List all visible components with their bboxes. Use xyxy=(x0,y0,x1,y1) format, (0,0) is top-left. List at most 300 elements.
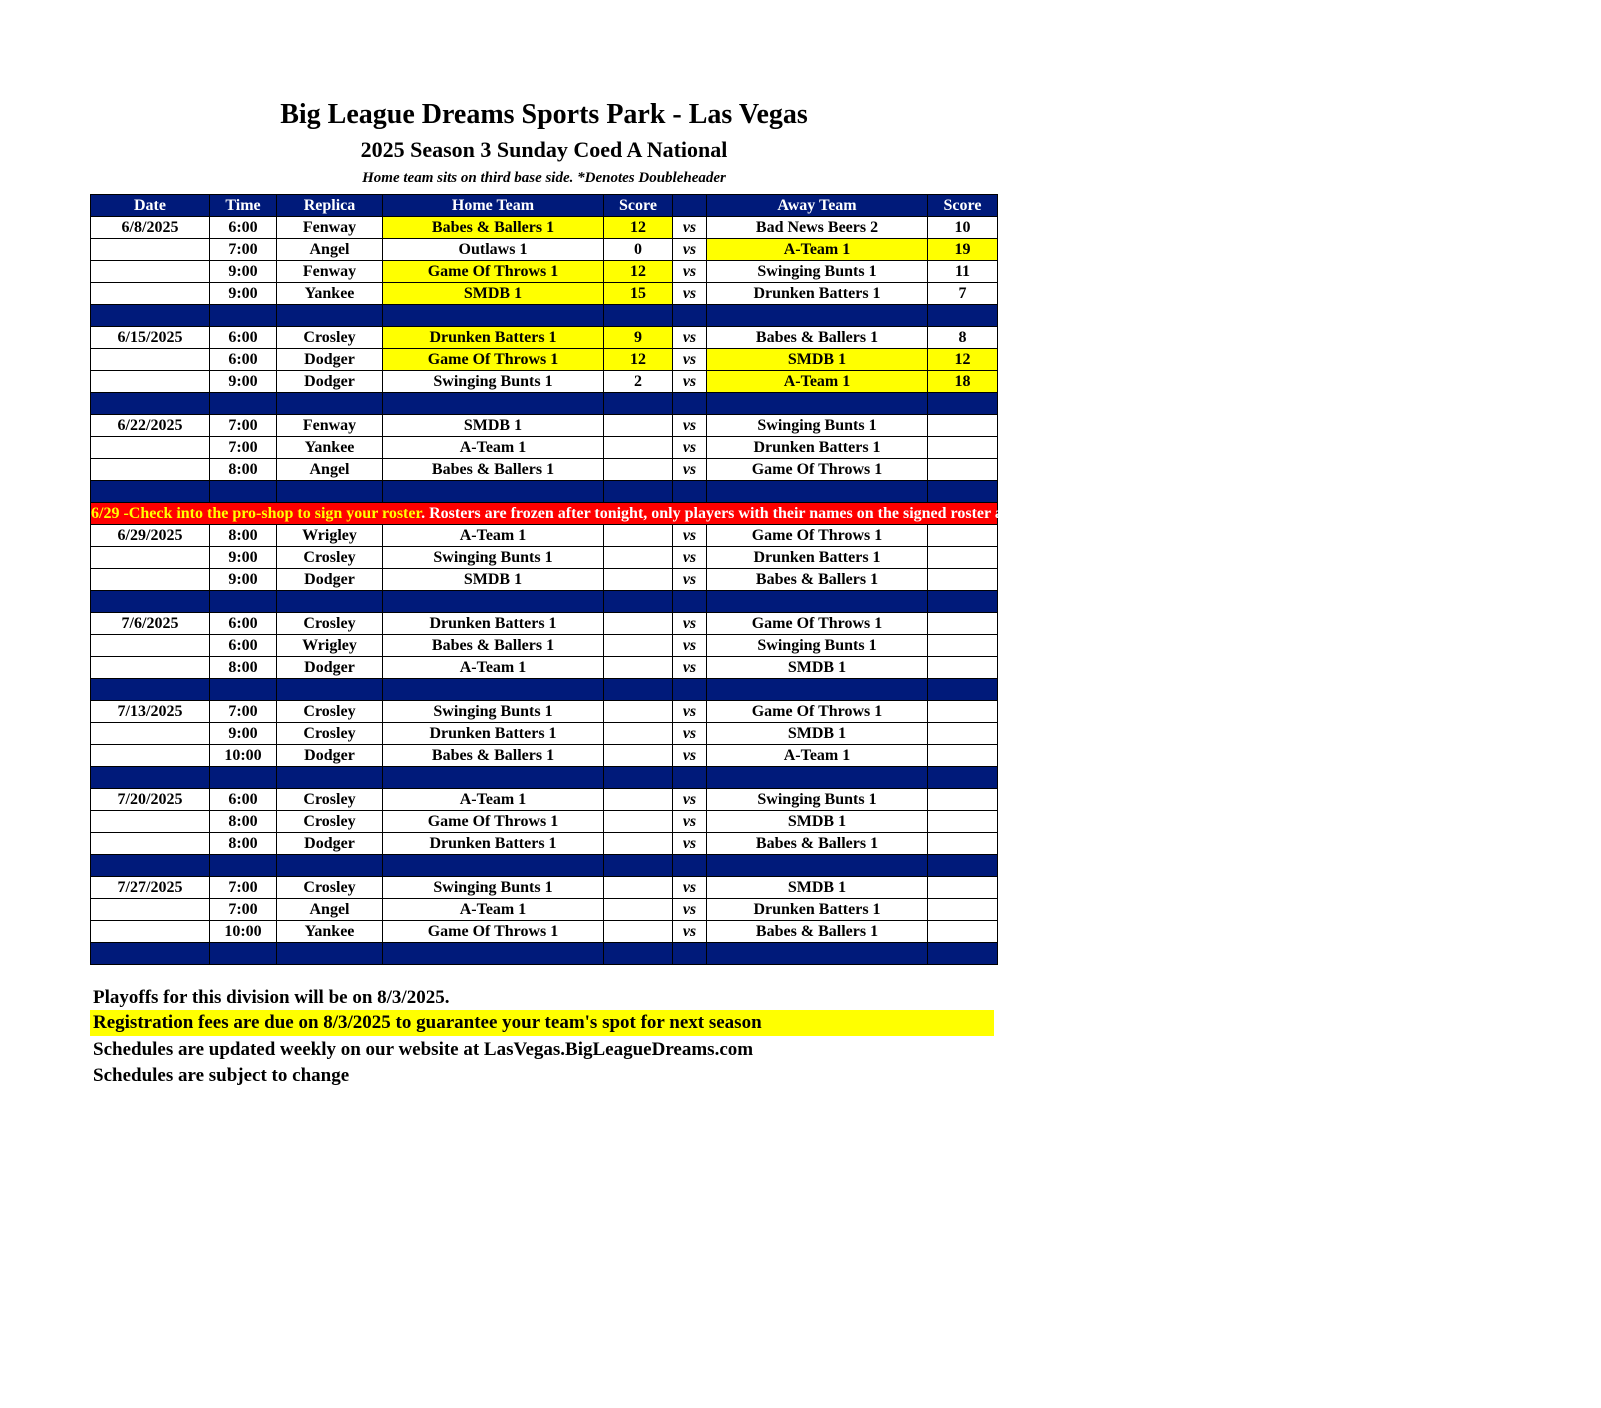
game-date xyxy=(91,723,210,745)
separator-cell xyxy=(91,393,210,415)
away-score xyxy=(928,745,998,767)
vs-label: vs xyxy=(673,459,707,481)
col-header-replica: Replica xyxy=(277,195,383,217)
week-separator xyxy=(91,855,998,877)
away-team: Drunken Batters 1 xyxy=(707,437,928,459)
home-score xyxy=(604,635,673,657)
game-time: 9:00 xyxy=(210,371,277,393)
away-team: Babes & Ballers 1 xyxy=(707,921,928,943)
game-field: Dodger xyxy=(277,745,383,767)
away-score xyxy=(928,437,998,459)
game-date xyxy=(91,547,210,569)
separator-cell xyxy=(928,305,998,327)
away-team: A-Team 1 xyxy=(707,239,928,261)
home-team: A-Team 1 xyxy=(383,525,604,547)
game-field: Yankee xyxy=(277,921,383,943)
separator-cell xyxy=(604,767,673,789)
separator-cell xyxy=(604,679,673,701)
away-score xyxy=(928,877,998,899)
home-score xyxy=(604,877,673,899)
away-team: Swinging Bunts 1 xyxy=(707,789,928,811)
separator-cell xyxy=(673,679,707,701)
away-team: Bad News Beers 2 xyxy=(707,217,928,239)
away-score xyxy=(928,569,998,591)
game-field: Crosley xyxy=(277,547,383,569)
separator-cell xyxy=(673,855,707,877)
game-field: Crosley xyxy=(277,789,383,811)
game-field: Dodger xyxy=(277,569,383,591)
away-score xyxy=(928,657,998,679)
home-team: Drunken Batters 1 xyxy=(383,327,604,349)
home-score: 2 xyxy=(604,371,673,393)
home-score xyxy=(604,899,673,921)
separator-cell xyxy=(277,679,383,701)
separator-cell xyxy=(277,591,383,613)
col-header-home-team: Home Team xyxy=(383,195,604,217)
separator-cell xyxy=(673,767,707,789)
game-field: Angel xyxy=(277,899,383,921)
away-team: SMDB 1 xyxy=(707,811,928,833)
game-field: Crosley xyxy=(277,613,383,635)
table-row xyxy=(91,415,998,437)
home-team: Game Of Throws 1 xyxy=(383,921,604,943)
separator-cell xyxy=(210,767,277,789)
schedule-note: Home team sits on third base side. *Denotes Doubleheader xyxy=(362,170,726,186)
game-time: 7:00 xyxy=(210,701,277,723)
vs-label: vs xyxy=(673,349,707,371)
week-separator xyxy=(91,305,998,327)
away-score: 8 xyxy=(928,327,998,349)
col-header-home-score: Score xyxy=(604,195,673,217)
vs-label: vs xyxy=(673,283,707,305)
game-date xyxy=(91,283,210,305)
away-team: Game Of Throws 1 xyxy=(707,701,928,723)
away-score: 19 xyxy=(928,239,998,261)
table-row xyxy=(91,899,998,921)
separator-cell xyxy=(707,393,928,415)
separator-cell xyxy=(383,767,604,789)
separator-cell xyxy=(210,591,277,613)
website-note: Schedules are updated weekly on our website at LasVegas.BigLeagueDreams.com xyxy=(93,1039,754,1060)
home-score: 15 xyxy=(604,283,673,305)
home-team: Drunken Batters 1 xyxy=(383,723,604,745)
home-score xyxy=(604,657,673,679)
table-row xyxy=(91,459,998,481)
separator-cell xyxy=(707,305,928,327)
vs-label: vs xyxy=(673,811,707,833)
away-team: A-Team 1 xyxy=(707,745,928,767)
game-date: 7/13/2025 xyxy=(91,701,210,723)
game-time: 7:00 xyxy=(210,877,277,899)
separator-cell xyxy=(91,481,210,503)
home-score: 9 xyxy=(604,327,673,349)
table-row xyxy=(91,217,998,239)
away-team: SMDB 1 xyxy=(707,657,928,679)
col-header-away-team: Away Team xyxy=(707,195,928,217)
game-date: 7/27/2025 xyxy=(91,877,210,899)
home-score: 12 xyxy=(604,217,673,239)
page-title: Big League Dreams Sports Park - Las Vegas xyxy=(280,99,808,130)
game-date xyxy=(91,349,210,371)
away-team: SMDB 1 xyxy=(707,877,928,899)
away-score xyxy=(928,921,998,943)
home-team: Game Of Throws 1 xyxy=(383,811,604,833)
separator-cell xyxy=(604,943,673,965)
home-team: Swinging Bunts 1 xyxy=(383,877,604,899)
separator-cell xyxy=(604,305,673,327)
separator-cell xyxy=(277,767,383,789)
vs-label: vs xyxy=(673,701,707,723)
registration-note: Registration fees are due on 8/3/2025 to guarantee your team's spot for next season xyxy=(90,1010,994,1036)
vs-label: vs xyxy=(673,569,707,591)
game-time: 9:00 xyxy=(210,547,277,569)
separator-cell xyxy=(928,481,998,503)
separator-cell xyxy=(210,481,277,503)
separator-cell xyxy=(210,679,277,701)
separator-cell xyxy=(604,393,673,415)
separator-cell xyxy=(210,393,277,415)
away-score xyxy=(928,811,998,833)
away-score xyxy=(928,635,998,657)
separator-cell xyxy=(277,305,383,327)
home-team: Babes & Ballers 1 xyxy=(383,217,604,239)
game-date xyxy=(91,239,210,261)
home-team: A-Team 1 xyxy=(383,789,604,811)
separator-cell xyxy=(383,393,604,415)
away-team: Game Of Throws 1 xyxy=(707,459,928,481)
table-row xyxy=(91,701,998,723)
home-team: Swinging Bunts 1 xyxy=(383,371,604,393)
away-score xyxy=(928,789,998,811)
game-time: 9:00 xyxy=(210,723,277,745)
away-team: SMDB 1 xyxy=(707,723,928,745)
week-separator xyxy=(91,679,998,701)
vs-label: vs xyxy=(673,525,707,547)
separator-cell xyxy=(91,855,210,877)
vs-label: vs xyxy=(673,789,707,811)
table-row xyxy=(91,789,998,811)
vs-label: vs xyxy=(673,239,707,261)
home-team: Swinging Bunts 1 xyxy=(383,701,604,723)
game-date xyxy=(91,657,210,679)
game-date xyxy=(91,811,210,833)
separator-cell xyxy=(383,679,604,701)
away-team: Drunken Batters 1 xyxy=(707,547,928,569)
vs-label: vs xyxy=(673,877,707,899)
game-time: 6:00 xyxy=(210,789,277,811)
separator-cell xyxy=(928,393,998,415)
separator-cell xyxy=(928,591,998,613)
separator-cell xyxy=(210,305,277,327)
game-time: 7:00 xyxy=(210,239,277,261)
game-date xyxy=(91,635,210,657)
away-score xyxy=(928,415,998,437)
home-score: 0 xyxy=(604,239,673,261)
vs-label: vs xyxy=(673,635,707,657)
game-date xyxy=(91,921,210,943)
game-field: Yankee xyxy=(277,283,383,305)
separator-cell xyxy=(91,767,210,789)
away-team: Drunken Batters 1 xyxy=(707,899,928,921)
table-row xyxy=(91,723,998,745)
vs-label: vs xyxy=(673,723,707,745)
home-team: SMDB 1 xyxy=(383,569,604,591)
away-score: 12 xyxy=(928,349,998,371)
vs-label: vs xyxy=(673,657,707,679)
vs-label: vs xyxy=(673,327,707,349)
game-field: Crosley xyxy=(277,327,383,349)
separator-cell xyxy=(277,855,383,877)
schedule-body xyxy=(91,217,1601,965)
vs-label: vs xyxy=(673,217,707,239)
home-score xyxy=(604,415,673,437)
table-row xyxy=(91,745,998,767)
notice-date: 6/29 - xyxy=(91,504,129,522)
separator-cell xyxy=(383,591,604,613)
separator-cell xyxy=(707,943,928,965)
game-time: 6:00 xyxy=(210,349,277,371)
game-date xyxy=(91,745,210,767)
table-row xyxy=(91,877,998,899)
home-score xyxy=(604,701,673,723)
game-time: 7:00 xyxy=(210,437,277,459)
game-time: 6:00 xyxy=(210,635,277,657)
week-separator xyxy=(91,943,998,965)
vs-label: vs xyxy=(673,415,707,437)
vs-label: vs xyxy=(673,371,707,393)
away-score xyxy=(928,833,998,855)
separator-cell xyxy=(928,679,998,701)
away-team: Game Of Throws 1 xyxy=(707,525,928,547)
week-separator xyxy=(91,591,998,613)
separator-cell xyxy=(277,943,383,965)
game-date xyxy=(91,833,210,855)
away-score xyxy=(928,723,998,745)
game-field: Fenway xyxy=(277,217,383,239)
game-field: Wrigley xyxy=(277,525,383,547)
away-team: Swinging Bunts 1 xyxy=(707,415,928,437)
game-field: Crosley xyxy=(277,723,383,745)
game-date xyxy=(91,437,210,459)
roster-notice-row xyxy=(91,503,998,525)
col-header-time: Time xyxy=(210,195,277,217)
separator-cell xyxy=(673,305,707,327)
game-field: Dodger xyxy=(277,349,383,371)
game-date xyxy=(91,899,210,921)
away-team: Swinging Bunts 1 xyxy=(707,635,928,657)
separator-cell xyxy=(91,305,210,327)
notice-highlight: Check into the pro-shop to sign your roster xyxy=(128,504,422,522)
table-row xyxy=(91,371,998,393)
game-date: 6/8/2025 xyxy=(91,217,210,239)
game-time: 9:00 xyxy=(210,569,277,591)
away-team: A-Team 1 xyxy=(707,371,928,393)
table-row xyxy=(91,327,998,349)
schedule-table xyxy=(90,194,1601,965)
separator-cell xyxy=(604,481,673,503)
game-field: Fenway xyxy=(277,415,383,437)
separator-cell xyxy=(673,943,707,965)
separator-cell xyxy=(277,481,383,503)
game-date: 7/20/2025 xyxy=(91,789,210,811)
game-date: 6/15/2025 xyxy=(91,327,210,349)
separator-cell xyxy=(91,943,210,965)
game-field: Crosley xyxy=(277,701,383,723)
home-team: Swinging Bunts 1 xyxy=(383,547,604,569)
home-team: Babes & Ballers 1 xyxy=(383,745,604,767)
separator-cell xyxy=(604,855,673,877)
game-time: 6:00 xyxy=(210,217,277,239)
vs-label: vs xyxy=(673,899,707,921)
separator-cell xyxy=(707,855,928,877)
separator-cell xyxy=(928,767,998,789)
game-field: Yankee xyxy=(277,437,383,459)
table-row xyxy=(91,921,998,943)
home-score xyxy=(604,723,673,745)
separator-cell xyxy=(707,481,928,503)
away-score: 7 xyxy=(928,283,998,305)
away-team: Babes & Ballers 1 xyxy=(707,833,928,855)
separator-cell xyxy=(928,943,998,965)
col-header-away-score: Score xyxy=(928,195,998,217)
separator-cell xyxy=(91,591,210,613)
vs-label: vs xyxy=(673,613,707,635)
home-team: Babes & Ballers 1 xyxy=(383,635,604,657)
home-score: 12 xyxy=(604,349,673,371)
separator-cell xyxy=(707,767,928,789)
game-date xyxy=(91,261,210,283)
page-subtitle: 2025 Season 3 Sunday Coed A National xyxy=(360,137,728,162)
away-team: Babes & Ballers 1 xyxy=(707,327,928,349)
game-time: 8:00 xyxy=(210,525,277,547)
game-date: 7/6/2025 xyxy=(91,613,210,635)
change-note: Schedules are subject to change xyxy=(93,1065,350,1086)
away-score xyxy=(928,701,998,723)
table-row xyxy=(91,569,998,591)
home-score xyxy=(604,833,673,855)
home-team: Drunken Batters 1 xyxy=(383,613,604,635)
separator-cell xyxy=(928,855,998,877)
home-score xyxy=(604,613,673,635)
home-team: Babes & Ballers 1 xyxy=(383,459,604,481)
game-field: Wrigley xyxy=(277,635,383,657)
home-team: SMDB 1 xyxy=(383,283,604,305)
away-team: Game Of Throws 1 xyxy=(707,613,928,635)
game-date: 6/29/2025 xyxy=(91,525,210,547)
separator-cell xyxy=(673,591,707,613)
table-row xyxy=(91,525,998,547)
game-field: Dodger xyxy=(277,371,383,393)
game-time: 10:00 xyxy=(210,921,277,943)
game-field: Crosley xyxy=(277,877,383,899)
away-score xyxy=(928,459,998,481)
separator-cell xyxy=(210,855,277,877)
away-team: Swinging Bunts 1 xyxy=(707,261,928,283)
home-team: A-Team 1 xyxy=(383,437,604,459)
away-score xyxy=(928,613,998,635)
home-team: A-Team 1 xyxy=(383,657,604,679)
separator-cell xyxy=(383,305,604,327)
game-time: 8:00 xyxy=(210,657,277,679)
game-field: Dodger xyxy=(277,833,383,855)
away-score: 10 xyxy=(928,217,998,239)
vs-label: vs xyxy=(673,921,707,943)
playoffs-note: Playoffs for this division will be on 8/3/2025. xyxy=(93,987,450,1008)
game-field: Angel xyxy=(277,239,383,261)
col-header-date: Date xyxy=(91,195,210,217)
week-separator xyxy=(91,481,998,503)
separator-cell xyxy=(383,481,604,503)
home-score xyxy=(604,569,673,591)
away-score: 18 xyxy=(928,371,998,393)
away-team: Babes & Ballers 1 xyxy=(707,569,928,591)
notice-text: . Rosters are frozen after tonight, only players with their names on the signed roster are eligible for playoffs. Please check carefully as changes will not be made for omissions. xyxy=(421,504,1601,522)
home-score xyxy=(604,789,673,811)
table-row xyxy=(91,437,998,459)
away-team: Drunken Batters 1 xyxy=(707,283,928,305)
separator-cell xyxy=(277,393,383,415)
separator-cell xyxy=(91,679,210,701)
home-score xyxy=(604,547,673,569)
game-date xyxy=(91,569,210,591)
table-header-row xyxy=(91,195,998,217)
vs-label: vs xyxy=(673,833,707,855)
away-score xyxy=(928,547,998,569)
vs-label: vs xyxy=(673,745,707,767)
away-team: SMDB 1 xyxy=(707,349,928,371)
vs-label: vs xyxy=(673,547,707,569)
game-time: 6:00 xyxy=(210,327,277,349)
table-row xyxy=(91,547,998,569)
home-team: SMDB 1 xyxy=(383,415,604,437)
separator-cell xyxy=(673,481,707,503)
table-row xyxy=(91,657,998,679)
away-score xyxy=(928,525,998,547)
table-row xyxy=(91,613,998,635)
separator-cell xyxy=(604,591,673,613)
game-field: Crosley xyxy=(277,811,383,833)
vs-label: vs xyxy=(673,437,707,459)
home-score xyxy=(604,525,673,547)
home-score xyxy=(604,745,673,767)
game-field: Angel xyxy=(277,459,383,481)
table-row xyxy=(91,833,998,855)
home-score: 12 xyxy=(604,261,673,283)
table-row xyxy=(91,811,998,833)
home-team: Game Of Throws 1 xyxy=(383,261,604,283)
separator-cell xyxy=(707,591,928,613)
game-time: 6:00 xyxy=(210,613,277,635)
game-date: 6/22/2025 xyxy=(91,415,210,437)
separator-cell xyxy=(707,679,928,701)
home-team: Game Of Throws 1 xyxy=(383,349,604,371)
game-date xyxy=(91,371,210,393)
home-team: Drunken Batters 1 xyxy=(383,833,604,855)
game-time: 10:00 xyxy=(210,745,277,767)
game-date xyxy=(91,459,210,481)
table-row xyxy=(91,239,998,261)
home-score xyxy=(604,459,673,481)
week-separator xyxy=(91,767,998,789)
away-score: 11 xyxy=(928,261,998,283)
game-time: 7:00 xyxy=(210,899,277,921)
roster-notice xyxy=(91,503,1601,525)
separator-cell xyxy=(673,393,707,415)
home-team: A-Team 1 xyxy=(383,899,604,921)
game-time: 9:00 xyxy=(210,261,277,283)
home-score xyxy=(604,921,673,943)
week-separator xyxy=(91,393,998,415)
